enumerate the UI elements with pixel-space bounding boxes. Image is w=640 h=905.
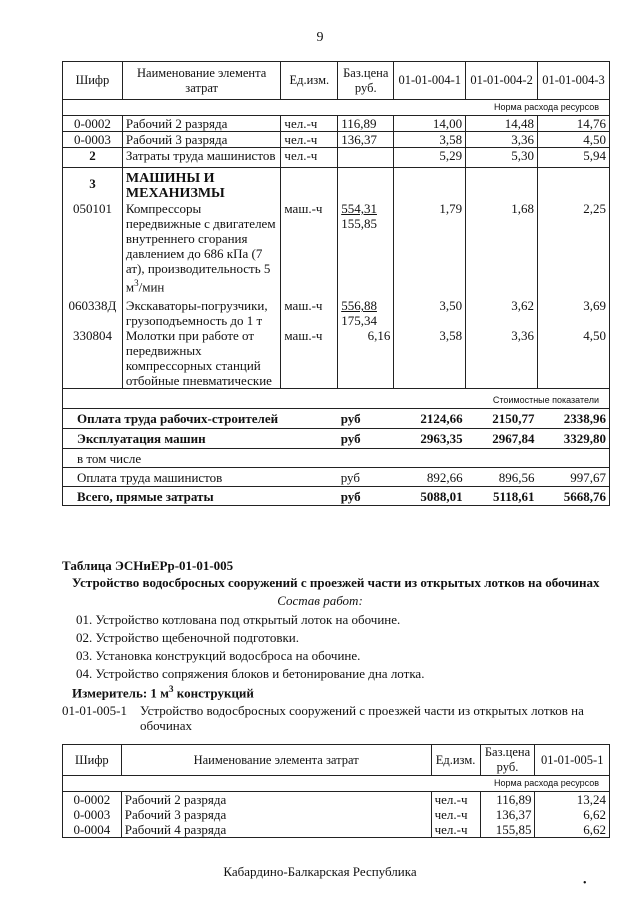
row-value-3: 14,76 (538, 116, 610, 132)
scan-mark: • (583, 878, 587, 889)
item-code: 01-01-005-1 (62, 703, 127, 718)
summary-unit: руб (338, 487, 394, 506)
row-unit: маш.-ч (281, 201, 338, 294)
summary-value-2: 896,56 (466, 468, 538, 487)
header-unit: Ед.изм. (281, 62, 338, 100)
summary-value-1: 5088,01 (394, 487, 466, 506)
row-value-1: 3,58 (394, 132, 466, 148)
row-price: 6,16 (338, 328, 394, 389)
row-value-1: 1,79 (394, 201, 466, 294)
summary-name: Всего, прямые затраты (63, 487, 338, 506)
header-unit: Ед.изм. (431, 745, 480, 776)
row-value-2: 1,68 (466, 201, 538, 294)
table-row (63, 132, 610, 148)
row-name: Экскаваторы-погрузчики, грузоподъемность до 1 т (122, 294, 281, 328)
row-value-1: 6,62 (535, 807, 610, 822)
row-code: 0-0002 (63, 792, 122, 808)
summary-row (63, 487, 610, 506)
table-title: Таблица ЭСНиЕРр-01-01-005 (62, 558, 234, 573)
row-value-2: 3,36 (466, 328, 538, 389)
norm-label: Норма расхода ресурсов (63, 100, 610, 116)
summary-value-3: 5668,76 (538, 487, 610, 506)
summary-value-1 (394, 449, 466, 468)
row-code: 2 (63, 148, 123, 168)
summary-value-1: 2963,35 (394, 429, 466, 449)
row-code: 330804 (63, 328, 123, 389)
summary-value-2 (466, 449, 538, 468)
table-row (63, 201, 610, 294)
row-value-1: 14,00 (394, 116, 466, 132)
section-row (63, 168, 610, 202)
norm-label: Норма расхода ресурсов (63, 776, 610, 792)
row-price: 116,89 (338, 116, 394, 132)
summary-row (63, 429, 610, 449)
row-price: 136,37 (338, 132, 394, 148)
row-name: Рабочий 3 разряда (121, 807, 431, 822)
row-value-2: 5,30 (466, 148, 538, 168)
work-composition-title: Состав работ: (277, 593, 363, 608)
header-price: Баз.цена руб. (480, 745, 535, 776)
row-name: Рабочий 2 разряда (122, 116, 281, 132)
summary-name: Оплата труда рабочих-строителей (63, 409, 338, 429)
section-code: 3 (63, 168, 123, 202)
header-col-1: 01-01-005-1 (535, 745, 610, 776)
header-col-1: 01-01-004-1 (394, 62, 466, 100)
summary-name: в том числе (63, 449, 338, 468)
table-row (63, 807, 610, 822)
row-unit: чел.-ч (281, 132, 338, 148)
header-col-2: 01-01-004-2 (466, 62, 538, 100)
row-unit: чел.-ч (431, 792, 480, 808)
row-value-3: 4,50 (538, 328, 610, 389)
summary-row (63, 409, 610, 429)
page-footer: Кабардино-Балкарская Республика (223, 864, 417, 879)
page-number: 9 (316, 30, 324, 45)
header-price: Баз.цена руб. (338, 62, 394, 100)
row-price: 136,37 (480, 807, 535, 822)
row-name: Рабочий 4 разряда (121, 822, 431, 838)
summary-name: Эксплуатация машин (63, 429, 338, 449)
summary-value-3: 2338,96 (538, 409, 610, 429)
row-code: 0-0002 (63, 116, 123, 132)
work-item: 01. Устройство котлована под открытый лоток на обочине. (76, 612, 401, 627)
row-value-1: 3,58 (394, 328, 466, 389)
work-item: 04. Устройство сопряжения блоков и бетонирование дна лотка. (76, 666, 425, 681)
row-code: 0-0003 (63, 807, 122, 822)
header-code: Шифр (63, 62, 123, 100)
row-name: Рабочий 2 разряда (121, 792, 431, 808)
row-name: Затраты труда машинистов (122, 148, 281, 168)
summary-value-2: 2967,84 (466, 429, 538, 449)
row-price: 556,88 175,34 (338, 294, 394, 328)
header-name: Наименование элемента затрат (122, 62, 281, 100)
summary-unit: руб (338, 468, 394, 487)
summary-unit: руб (338, 429, 394, 449)
table-row (63, 822, 610, 838)
table-header-row (63, 745, 610, 776)
section-title: МАШИНЫ И МЕХАНИЗМЫ (122, 168, 281, 202)
summary-unit: руб (338, 409, 394, 429)
row-price: 155,85 (480, 822, 535, 838)
summary-row (63, 449, 610, 468)
summary-value-3: 997,67 (538, 468, 610, 487)
row-code: 0-0003 (63, 132, 123, 148)
row-value-1: 13,24 (535, 792, 610, 808)
row-code: 050101 (63, 201, 123, 294)
row-price: 116,89 (480, 792, 535, 808)
row-value-2: 14,48 (466, 116, 538, 132)
row-unit: маш.-ч (281, 328, 338, 389)
row-value-2: 3,62 (466, 294, 538, 328)
table-header-row (63, 62, 610, 100)
row-name: Рабочий 3 разряда (122, 132, 281, 148)
row-value-3: 2,25 (538, 201, 610, 294)
header-col-3: 01-01-004-3 (538, 62, 610, 100)
row-value-1: 5,29 (394, 148, 466, 168)
row-value-3: 3,69 (538, 294, 610, 328)
work-item: 03. Установка конструкций водосброса на обочине. (76, 648, 361, 663)
header-name: Наименование элемента затрат (121, 745, 431, 776)
table-row (63, 792, 610, 808)
row-value-1: 3,50 (394, 294, 466, 328)
row-code: 060338Д (63, 294, 123, 328)
work-item: 02. Устройство щебеночной подготовки. (76, 630, 299, 645)
summary-name: Оплата труда машинистов (63, 468, 338, 487)
row-name: Компрессоры передвижные с двигателем внутреннего сгорания давлением до 686 кПа (7 ат), производительность 5 $м^3$/мин (122, 201, 281, 294)
summary-value-3: 3329,80 (538, 429, 610, 449)
table-row (63, 148, 610, 168)
row-unit: чел.-ч (431, 807, 480, 822)
row-value-1: 6,62 (535, 822, 610, 838)
summary-value-1: 892,66 (394, 468, 466, 487)
row-value-3: 5,94 (538, 148, 610, 168)
row-unit: чел.-ч (281, 148, 338, 168)
summary-value-1: 2124,66 (394, 409, 466, 429)
resource-table-004 (62, 61, 610, 506)
row-price (338, 148, 394, 168)
meter: Измеритель: 1 $м^3$ конструкций (72, 684, 254, 701)
table-row (63, 328, 610, 389)
summary-value-2: 2150,77 (466, 409, 538, 429)
cost-label: Стоимостные показатели (63, 389, 610, 409)
row-name: Молотки при работе от передвижных компрессорных станций отбойные пневматические (122, 328, 281, 389)
table-row (63, 116, 610, 132)
table-subtitle: Устройство водосбросных сооружений с проезжей части из открытых лотков на обочинах (72, 575, 600, 590)
row-unit: маш.-ч (281, 294, 338, 328)
row-value-2: 3,36 (466, 132, 538, 148)
table-row (63, 294, 610, 328)
row-unit: чел.-ч (431, 822, 480, 838)
summary-row (63, 468, 610, 487)
header-code: Шифр (63, 745, 122, 776)
summary-unit (338, 449, 394, 468)
item-text: Устройство водосбросных сооружений с проезжей части из открытых лотков на обочинах (140, 703, 584, 733)
row-price: 554,31 155,85 (338, 201, 394, 294)
resource-table-005 (62, 744, 610, 838)
summary-value-3 (538, 449, 610, 468)
row-code: 0-0004 (63, 822, 122, 838)
summary-value-2: 5118,61 (466, 487, 538, 506)
row-unit: чел.-ч (281, 116, 338, 132)
row-value-3: 4,50 (538, 132, 610, 148)
